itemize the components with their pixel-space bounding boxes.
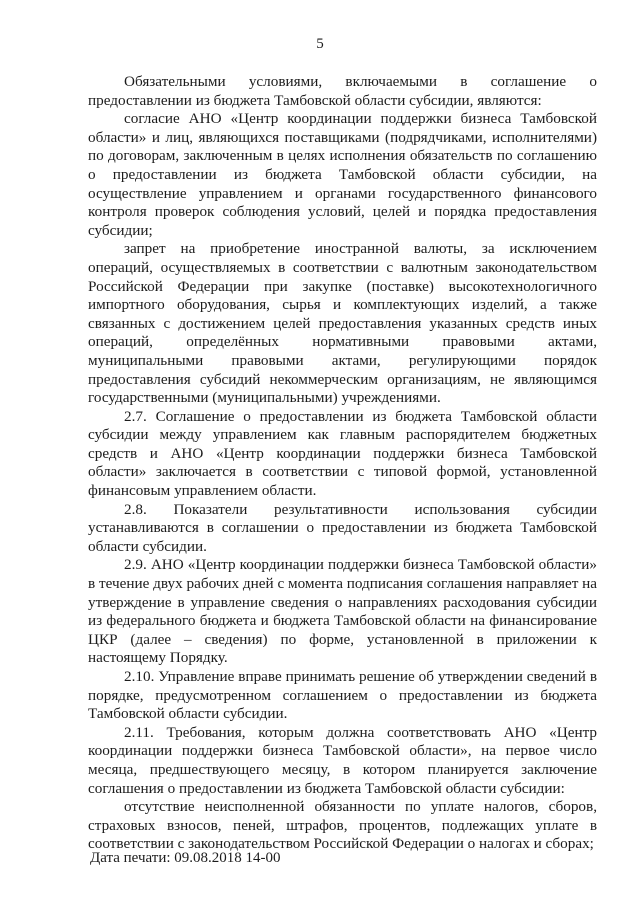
document-body	[88, 73, 597, 854]
paragraph-conditions-intro: Обязательными условиями, включаемыми в соглашение о предоставлении из бюджета Тамбовской области субсидии, являются:	[88, 73, 597, 109]
paragraph-no-tax-debt: отсутствие неисполненной обязанности по уплате налогов, сборов, страховых взносов, пеней, штрафов, процентов, подлежащих уплате в соответствии с законодательством Российской Федерации о налогах и сборах;	[88, 798, 597, 853]
paragraph-2-10: 2.10. Управление вправе принимать решение об утверждении сведений в порядке, предусмотренном соглашением о предоставлении из бюджета Тамбовской области субсидии.	[88, 668, 597, 723]
paragraph-foreign-currency-ban: запрет на приобретение иностранной валюты, за исключением операций, осуществляемых в соответствии с валютным законодательством Российской Федерации при закупке (поставке) высокотехнологичного импортного оборудования, сырья и комплектующих изделий, а также связанных с достижением целей предоставления указанных средств иных операций, определённых нормативными правовыми актами, муниципальными правовыми актами, регулирующими порядок предоставления субсидий некоммерческим организациям, не являющимся государственными (муниципальными) учреждениями.	[88, 240, 597, 407]
paragraph-2-8: 2.8. Показатели результативности использования субсидии устанавливаются в соглашении о предоставлении из бюджета Тамбовской области субсидии.	[88, 500, 597, 555]
paragraph-2-7: 2.7. Соглашение о предоставлении из бюджета Тамбовской области субсидии между управлением как главным распорядителем бюджетных средств и АНО «Центр координации поддержки бизнеса Тамбовской области» заключается в соответствии с типовой формой, установленной финансовым управлением области.	[88, 407, 597, 500]
paragraph-2-9: 2.9. АНО «Центр координации поддержки бизнеса Тамбовской области» в течение двух рабочих дней с момента подписания соглашения направляет на утверждение в управление сведения о направлениях расходования субсидии из федерального бюджета и бюджета Тамбовской области на финансирование ЦКР (далее – сведения) по форме, установленной в приложении к настоящему Порядку.	[88, 556, 598, 667]
paragraph-2-11: 2.11. Требования, которым должна соответствовать АНО «Центр координации поддержки бизнеса Тамбовской области», на первое число месяца, предшествующего месяцу, в котором планируется заключение соглашения о предоставлении из бюджета Тамбовской области субсидии:	[88, 723, 597, 797]
print-date-footer: Дата печати: 09.08.2018 14-00	[90, 850, 281, 866]
paragraph-consent-to-audit: согласие АНО «Центр координации поддержки бизнеса Тамбовской области» и лиц, являющихся поставщиками (подрядчиками, исполнителями) по договорам, заключенным в целях исполнения обязательств по соглашению о предоставлении из бюджета Тамбовской области субсидии, на осуществление управлением и органами государственного финансового контроля проверок соблюдения условий, целей и порядка предоставления субсидии;	[88, 110, 597, 239]
page-number: 5	[316, 36, 324, 52]
